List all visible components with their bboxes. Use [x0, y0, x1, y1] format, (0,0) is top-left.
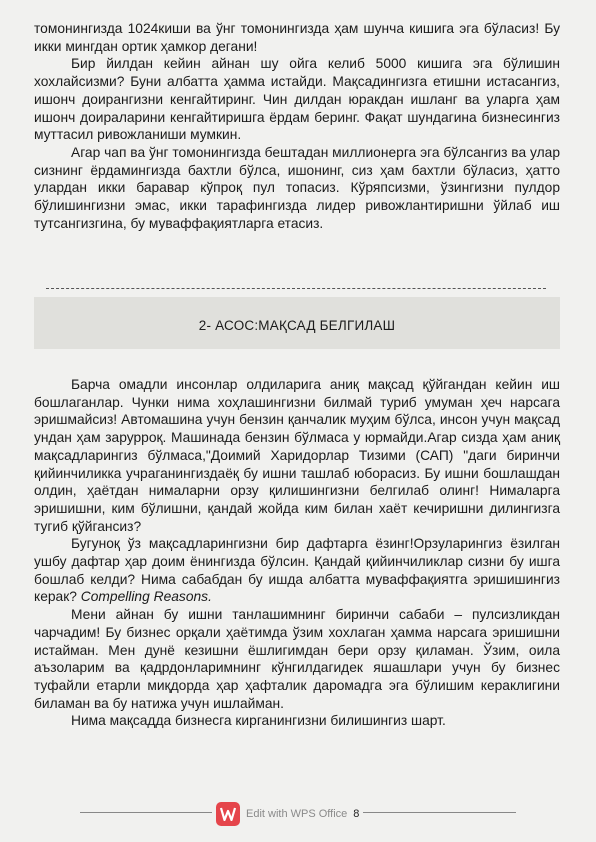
wps-edit-label[interactable]: Edit with WPS Office	[246, 808, 348, 820]
page-number: 8	[353, 808, 360, 820]
paragraph	[34, 535, 560, 606]
wps-footer[interactable]	[212, 800, 363, 828]
bottom-text-block	[34, 376, 560, 730]
paragraph: томонингизда 1024киши ва ўнг томонингизда ҳам шунча кишига эга бўласиз! Бу икки мингдан ортик ҳамкор дегани!	[34, 21, 560, 54]
italic-phrase: Compelling Reasons.	[80, 589, 212, 605]
paragraph: Барча омадли инсонлар олдиларига аниқ мақсад қўйгандан кейин иш бошлаганлар. Чунки нима хоҳлашингизни билмай туриб умуман ҳеч нарсага эришмайсиз! Автомашина учун бензин қанчалик муҳим бўлса, инсон учун мақсад ундан ҳам зарурроқ. Машинада бензин бўлмаса у юрмайди.Агар сизда ҳам аниқ мақсадларингиз бўлмаса,"Доимий Харидорлар Тизими (САП) "даги биринчи қийинчиликка учраганингиздаёқ бу ишни ташлаб юборасиз. Бу ишни бошлашдан олдин, ҳаётдан нималарни орзу қилишингизни белгилаб олинг! Нималарга эришишни, ким бўлишни, қандай жойда ким билан хаёт кечиришни дилингизга тугиб қўйгансиз?	[34, 377, 560, 534]
section-heading: 2- АСОС:МАҚСАД БЕЛГИЛАШ	[198, 317, 396, 333]
top-text-block	[34, 20, 560, 232]
dashed-divider	[46, 288, 546, 289]
wps-logo-icon[interactable]	[216, 802, 240, 826]
paragraph: Нима мақсадда бизнесга кирганингизни билишингиз шарт.	[71, 713, 446, 729]
paragraph: Мени айнан бу ишни танлашимнинг биринчи сабаби – пулсизликдан чарчадим! Бу бизнес орқали ҳаётимда ўзим хохлаган ҳамма нарсага эришишни истайман. Мен дунё кезишни ёшлигимдан бери орзу қиламан. Ўзим, оила аъзоларим ва қадрдонларимнинг кўнгилдагидек яшашлари учун бу бизнес туфайли етарли миқдорда ҳар ҳафталик даромадга эга бўлишим кераклигини биламан ва бу натижа учун ишлайман.	[34, 607, 560, 711]
section-heading-box	[34, 297, 560, 349]
paragraph: Агар чап ва ўнг томонингизда бештадан миллионерга эга бўлсангиз ва улар сизнинг ёрдамингизда бахтли бўлса, ишонинг, сиз ҳам бахтли бўласиз, ҳатто улардан икки баравар кўпроқ пул топасиз. Кўряпсизми, ўзингизни пулдор бўлишингизни эмас, икки тарафингизда лидер ривожлантиришни ўйлаб иш тутсангизгина, бу муваффақиятларга етасиз.	[34, 144, 560, 231]
paragraph-text: Бугуноқ ўз мақсадларингизни бир дафтарга ёзинг!Орзуларингиз ёзилган ушбу дафтар ҳар доим ёнингизда бўлсин. Қандай қийинчиликлар сизни бу ишга бошлаб келди? Нима сабабдан бу ишда албатта муваффақиятга эришишингиз керак?	[34, 536, 560, 605]
paragraph: Бир йилдан кейин айнан шу ойга келиб 5000 кишига эга бўлишин хохлайсизми? Буни албатта ҳамма истайди. Мақсадингизга етишни истасангиз, ишонч доирангизни кенгайтиринг. Чин дилдан юракдан ишланг ва уларга ҳам ишонч доираларини кенгайтиришга ёрдам беринг. Фақат шундагина бизнесингиз муттасил ривожланиши мумкин.	[34, 56, 560, 143]
